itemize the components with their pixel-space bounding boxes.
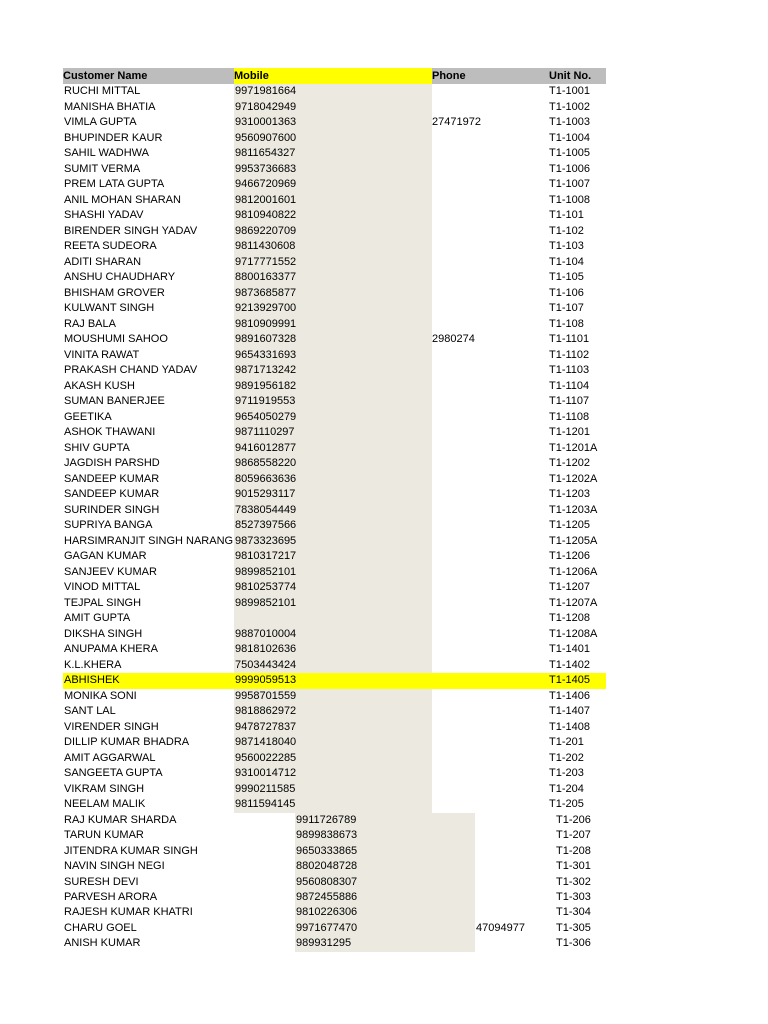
unit-no-cell[interactable]: T1-1004 [549,131,590,144]
mobile-cell[interactable]: 9650333865 [295,844,475,859]
table-row [63,936,623,951]
customer-name-cell[interactable]: HARSIMRANJIT SINGH NARANG [64,534,234,547]
unit-no-cell[interactable]: T1-1408 [549,720,590,733]
mobile-cell[interactable]: 9899852101 [234,596,432,612]
unit-no-cell[interactable]: T1-1208A [549,627,598,640]
customer-name-cell[interactable]: DIKSHA SINGH [64,627,143,640]
table-row [63,332,606,348]
table-row [63,425,606,441]
table-row [63,828,623,843]
customer-name-cell[interactable]: SANDEEP KUMAR [64,488,160,500]
table-row [63,131,606,147]
customer-name-cell[interactable]: VIMLA GUPTA [64,116,137,128]
table-row [63,100,606,116]
mobile-cell[interactable]: 9818862972 [234,704,432,720]
table-row [63,689,606,705]
unit-no-cell[interactable]: T1-1203A [549,503,598,516]
mobile-cell[interactable]: 9654050279 [234,410,432,426]
unit-no-cell[interactable]: T1-1205A [549,534,598,547]
unit-no-cell[interactable]: T1-1103 [549,364,590,376]
unit-no-cell[interactable]: T1-106 [549,286,584,299]
customer-name-cell[interactable]: MANISHA BHATIA [64,100,156,113]
table-row [63,921,623,936]
customer-name-cell[interactable]: ASHOK THAWANI [64,426,156,438]
table-row [63,642,606,658]
customer-name-cell[interactable]: PREM LATA GUPTA [64,178,165,190]
mobile-cell[interactable]: 9812001601 [234,193,432,209]
customer-name-cell[interactable]: BHISHAM GROVER [64,286,165,299]
customer-name-cell[interactable]: PRAKASH CHAND YADAV [64,364,198,376]
customer-name-cell[interactable]: KULWANT SINGH [64,302,155,314]
customer-name-cell[interactable]: SUPRIYA BANGA [64,519,153,531]
unit-no-cell[interactable]: T1-1208 [549,612,590,624]
table-row [63,534,606,550]
table-row [63,503,606,519]
unit-no-cell[interactable]: T1-104 [549,255,584,268]
unit-no-cell[interactable]: T1-1203 [549,488,590,500]
customer-name-cell[interactable]: MONIKA SONI [64,689,137,702]
unit-no-cell[interactable]: T1-1202A [549,472,598,485]
unit-no-cell[interactable]: T1-1007 [549,178,590,190]
mobile-cell[interactable]: 9810253774 [234,580,432,596]
unit-no-cell[interactable]: T1-204 [549,782,584,795]
customer-name-cell[interactable]: AMIT AGGARWAL [64,751,156,764]
mobile-cell[interactable]: 9810940822 [234,208,432,224]
unit-no-cell[interactable]: T1-1205 [549,519,590,531]
customer-name-cell[interactable]: ANIL MOHAN SHARAN [64,193,181,206]
mobile-cell[interactable]: 9871713242 [234,363,432,379]
unit-no-cell[interactable]: T1-1108 [549,410,590,423]
table-row [63,410,606,426]
phone-cell[interactable]: 47094977 [476,921,525,934]
mobile-cell[interactable]: 9810226306 [295,905,475,920]
mobile-cell[interactable]: 9718042949 [234,100,432,116]
unit-no-cell[interactable]: T1-1207 [549,581,590,593]
table-row [63,782,606,798]
table-row [63,363,606,379]
mobile-cell[interactable]: 9717771552 [234,255,432,271]
customer-name-cell[interactable]: BHUPINDER KAUR [64,131,163,144]
customer-name-cell[interactable]: REETA SUDEORA [64,240,157,252]
table-row [63,286,606,302]
customer-name-cell[interactable]: SHIV GUPTA [64,441,130,454]
table-row [63,394,606,410]
customer-name-cell[interactable]: SANJEEV KUMAR [64,565,157,578]
unit-no-cell[interactable]: T1-1102 [549,348,590,361]
customer-name-cell[interactable]: PARVESH ARORA [64,891,158,903]
customer-name-cell[interactable]: SUMIT VERMA [64,162,141,175]
unit-no-cell[interactable]: T1-303 [556,891,591,903]
table-row [63,720,606,736]
header-mobile[interactable]: Mobile [234,68,432,84]
table-row [63,472,606,488]
mobile-cell[interactable]: 9873685877 [234,286,432,302]
mobile-cell[interactable]: 9015293117 [234,487,432,503]
unit-no-cell[interactable]: T1-1002 [549,100,590,113]
table-row [63,751,606,767]
customer-name-cell[interactable]: CHARU GOEL [64,921,137,934]
mobile-cell[interactable]: 8059663636 [234,472,432,488]
unit-no-cell[interactable]: T1-1401 [549,643,590,655]
mobile-cell[interactable]: 9560022285 [234,751,432,767]
mobile-cell[interactable]: 9478727837 [234,720,432,736]
unit-no-cell[interactable]: T1-1005 [549,147,590,159]
unit-no-cell[interactable]: T1-1405 [549,674,590,686]
customer-name-cell[interactable]: TEJPAL SINGH [64,596,142,609]
mobile-cell[interactable]: 9999059513 [234,673,432,689]
customer-name-cell[interactable]: SANGEETA GUPTA [64,767,163,779]
customer-name-cell[interactable]: SHASHI YADAV [64,209,144,221]
header-unit-no[interactable]: Unit No. [549,68,606,84]
unit-no-cell[interactable]: T1-101 [549,209,584,221]
customer-name-cell[interactable]: MOUSHUMI SAHOO [64,333,168,345]
unit-no-cell[interactable]: T1-1206A [549,565,598,578]
table-row [63,905,623,920]
header-phone[interactable]: Phone [432,68,549,84]
customer-name-cell[interactable]: AKASH KUSH [64,379,135,392]
phone-cell[interactable]: 27471972 [432,116,481,128]
mobile-cell[interactable]: 9711919553 [234,394,432,410]
mobile-cell[interactable]: 9958701559 [234,689,432,705]
header-row [63,68,606,84]
table-row [63,704,606,720]
table-row [63,255,606,271]
table-row [63,797,606,813]
mobile-cell[interactable]: 9872455886 [295,890,475,905]
table-row [63,518,606,534]
table-row [63,317,606,333]
customer-name-cell[interactable]: VIRENDER SINGH [64,720,159,733]
mobile-cell[interactable]: 989931295 [295,936,475,951]
table-row [63,208,606,224]
table-row [63,84,606,100]
mobile-cell[interactable]: 9810909991 [234,317,432,333]
customer-name-cell[interactable]: DILLIP KUMAR BHADRA [64,736,190,748]
table-row [63,162,606,178]
customer-name-cell[interactable]: SUMAN BANERJEE [64,395,165,407]
mobile-cell[interactable]: 9416012877 [234,441,432,457]
unit-no-cell[interactable]: T1-301 [556,860,591,873]
mobile-cell[interactable]: 9560808307 [295,875,475,890]
customer-name-cell[interactable]: ANISH KUMAR [64,937,141,950]
customer-name-cell[interactable]: JITENDRA KUMAR SINGH [64,844,198,857]
unit-no-cell[interactable]: T1-1201A [549,441,598,454]
table-row [63,115,606,131]
table-row [63,658,606,674]
mobile-cell[interactable]: 9213929700 [234,301,432,317]
unit-no-cell[interactable]: T1-1202 [549,457,590,469]
customer-name-cell[interactable]: AMIT GUPTA [64,612,131,624]
mobile-cell[interactable]: 9310014712 [234,766,432,782]
mobile-cell[interactable]: 8800163377 [234,270,432,286]
table-row [63,596,606,612]
customer-name-cell[interactable]: SURESH DEVI [64,875,139,888]
table-row [63,224,606,240]
customer-name-cell[interactable]: SANT LAL [64,705,116,717]
table-row [63,580,606,596]
mobile-cell[interactable]: 9310001363 [234,115,432,131]
customer-name-cell[interactable]: ADITI SHARAN [64,255,142,268]
mobile-cell[interactable]: 8802048728 [295,859,475,874]
customer-name-cell[interactable]: NEELAM MALIK [64,798,146,810]
unit-no-cell[interactable]: T1-205 [549,798,584,810]
unit-no-cell[interactable]: T1-207 [556,829,591,842]
customer-name-cell[interactable]: RAJ BALA [64,317,116,330]
table-row [63,193,606,209]
table-row [63,441,606,457]
mobile-cell[interactable]: 9953736683 [234,162,432,178]
unit-no-cell[interactable]: T1-1008 [549,193,590,206]
customer-name-cell[interactable]: GAGAN KUMAR [64,550,147,562]
customer-name-cell[interactable]: ANSHU CHAUDHARY [64,271,176,283]
mobile-cell[interactable]: 7838054449 [234,503,432,519]
mobile-cell[interactable]: 9810317217 [234,549,432,565]
mobile-cell[interactable] [234,611,432,627]
customer-name-cell[interactable]: JAGDISH PARSHD [64,457,160,469]
unit-no-cell[interactable]: T1-107 [549,302,584,314]
mobile-cell[interactable]: 9899838673 [295,828,475,843]
customer-name-cell[interactable]: ABHISHEK [64,674,120,686]
table-row [63,301,606,317]
customer-name-cell[interactable]: GEETIKA [64,410,112,423]
customer-name-cell[interactable]: SANDEEP KUMAR [64,472,160,485]
customer-name-cell[interactable]: ANUPAMA KHERA [64,643,158,655]
customer-name-cell[interactable]: SAHIL WADHWA [64,147,149,159]
mobile-cell[interactable]: 9869220709 [234,224,432,240]
mobile-cell[interactable]: 9871110297 [234,425,432,441]
customer-name-cell[interactable]: VINOD MITTAL [64,581,141,593]
unit-no-cell[interactable]: T1-305 [556,921,591,934]
table-row [63,565,606,581]
customer-name-cell[interactable]: K.L.KHERA [64,658,122,671]
table-row [63,673,606,689]
table-row [63,549,606,565]
mobile-cell[interactable]: 9811430608 [234,239,432,255]
mobile-cell[interactable]: 9971981664 [234,84,432,100]
mobile-cell[interactable]: 9871418040 [234,735,432,751]
unit-no-cell[interactable]: T1-1003 [549,116,590,128]
table-row [63,177,606,193]
customer-name-cell[interactable]: TARUN KUMAR [64,829,144,842]
unit-no-cell[interactable]: T1-1104 [549,379,590,392]
unit-no-cell[interactable]: T1-1206 [549,550,590,562]
mobile-cell[interactable]: 9811654327 [234,146,432,162]
unit-no-cell[interactable]: T1-304 [556,906,591,919]
table-row [63,890,623,905]
unit-no-cell[interactable]: T1-1406 [549,689,590,702]
table-row [63,735,606,751]
unit-no-cell[interactable]: T1-103 [549,240,584,252]
mobile-cell[interactable]: 9654331693 [234,348,432,364]
unit-no-cell[interactable]: T1-208 [556,844,591,857]
table-row [63,875,623,890]
table-row [63,270,606,286]
mobile-cell[interactable]: 9818102636 [234,642,432,658]
unit-no-cell[interactable]: T1-201 [549,736,584,748]
unit-no-cell[interactable]: T1-1407 [549,705,590,717]
table-row [63,844,623,859]
mobile-cell[interactable]: 9899852101 [234,565,432,581]
mobile-cell[interactable]: 9891956182 [234,379,432,395]
mobile-cell[interactable]: 9873323695 [234,534,432,550]
unit-no-cell[interactable]: T1-1207A [549,596,598,609]
unit-no-cell[interactable]: T1-306 [556,937,591,950]
unit-no-cell[interactable]: T1-105 [549,271,584,283]
customer-name-cell[interactable]: SURINDER SINGH [64,503,160,516]
unit-no-cell[interactable]: T1-206 [556,814,591,826]
header-customer-name[interactable]: Customer Name [63,68,234,84]
unit-no-cell[interactable]: T1-202 [549,751,584,764]
unit-no-cell[interactable]: T1-1006 [549,162,590,175]
table-row [63,627,606,643]
customer-name-cell[interactable]: VIKRAM SINGH [64,782,145,795]
customer-name-cell[interactable]: VINITA RAWAT [64,348,140,361]
mobile-cell[interactable]: 8527397566 [234,518,432,534]
table-row [63,456,606,472]
customer-name-cell[interactable]: RAJESH KUMAR KHATRI [64,906,193,919]
unit-no-cell[interactable]: T1-1201 [549,426,590,438]
mobile-cell[interactable]: 9911726789 [295,813,475,828]
table-row [63,146,606,162]
unit-no-cell[interactable]: T1-1107 [549,395,590,407]
customer-name-cell[interactable]: RUCHI MITTAL [64,85,141,97]
customer-name-cell[interactable]: NAVIN SINGH NEGI [64,860,165,873]
unit-no-cell[interactable]: T1-1001 [549,85,590,97]
table-row [63,813,623,828]
mobile-cell[interactable]: 9891607328 [234,332,432,348]
table-row [63,379,606,395]
table-row [63,239,606,255]
table-row [63,766,606,782]
mobile-cell[interactable]: 9466720969 [234,177,432,193]
mobile-cell[interactable]: 9990211585 [234,782,432,798]
unit-no-cell[interactable]: T1-1101 [549,333,590,345]
customer-name-cell[interactable]: BIRENDER SINGH YADAV [64,224,198,237]
unit-no-cell[interactable]: T1-102 [549,224,584,237]
mobile-cell[interactable]: 9868558220 [234,456,432,472]
customer-name-cell[interactable]: RAJ KUMAR SHARDA [64,814,177,826]
table-row [63,487,606,503]
unit-no-cell[interactable]: T1-203 [549,767,584,779]
unit-no-cell[interactable]: T1-302 [556,875,591,888]
table-row [63,348,606,364]
mobile-cell[interactable]: 9971677470 [295,921,475,936]
unit-no-cell[interactable]: T1-108 [549,317,584,330]
mobile-cell[interactable]: 9560907600 [234,131,432,147]
unit-no-cell[interactable]: T1-1402 [549,658,590,671]
table-row [63,611,606,627]
table-row [63,859,623,874]
mobile-cell[interactable]: 9887010004 [234,627,432,643]
mobile-cell[interactable]: 9811594145 [234,797,432,813]
mobile-cell[interactable]: 7503443424 [234,658,432,674]
phone-cell[interactable]: 2980274 [432,333,475,345]
